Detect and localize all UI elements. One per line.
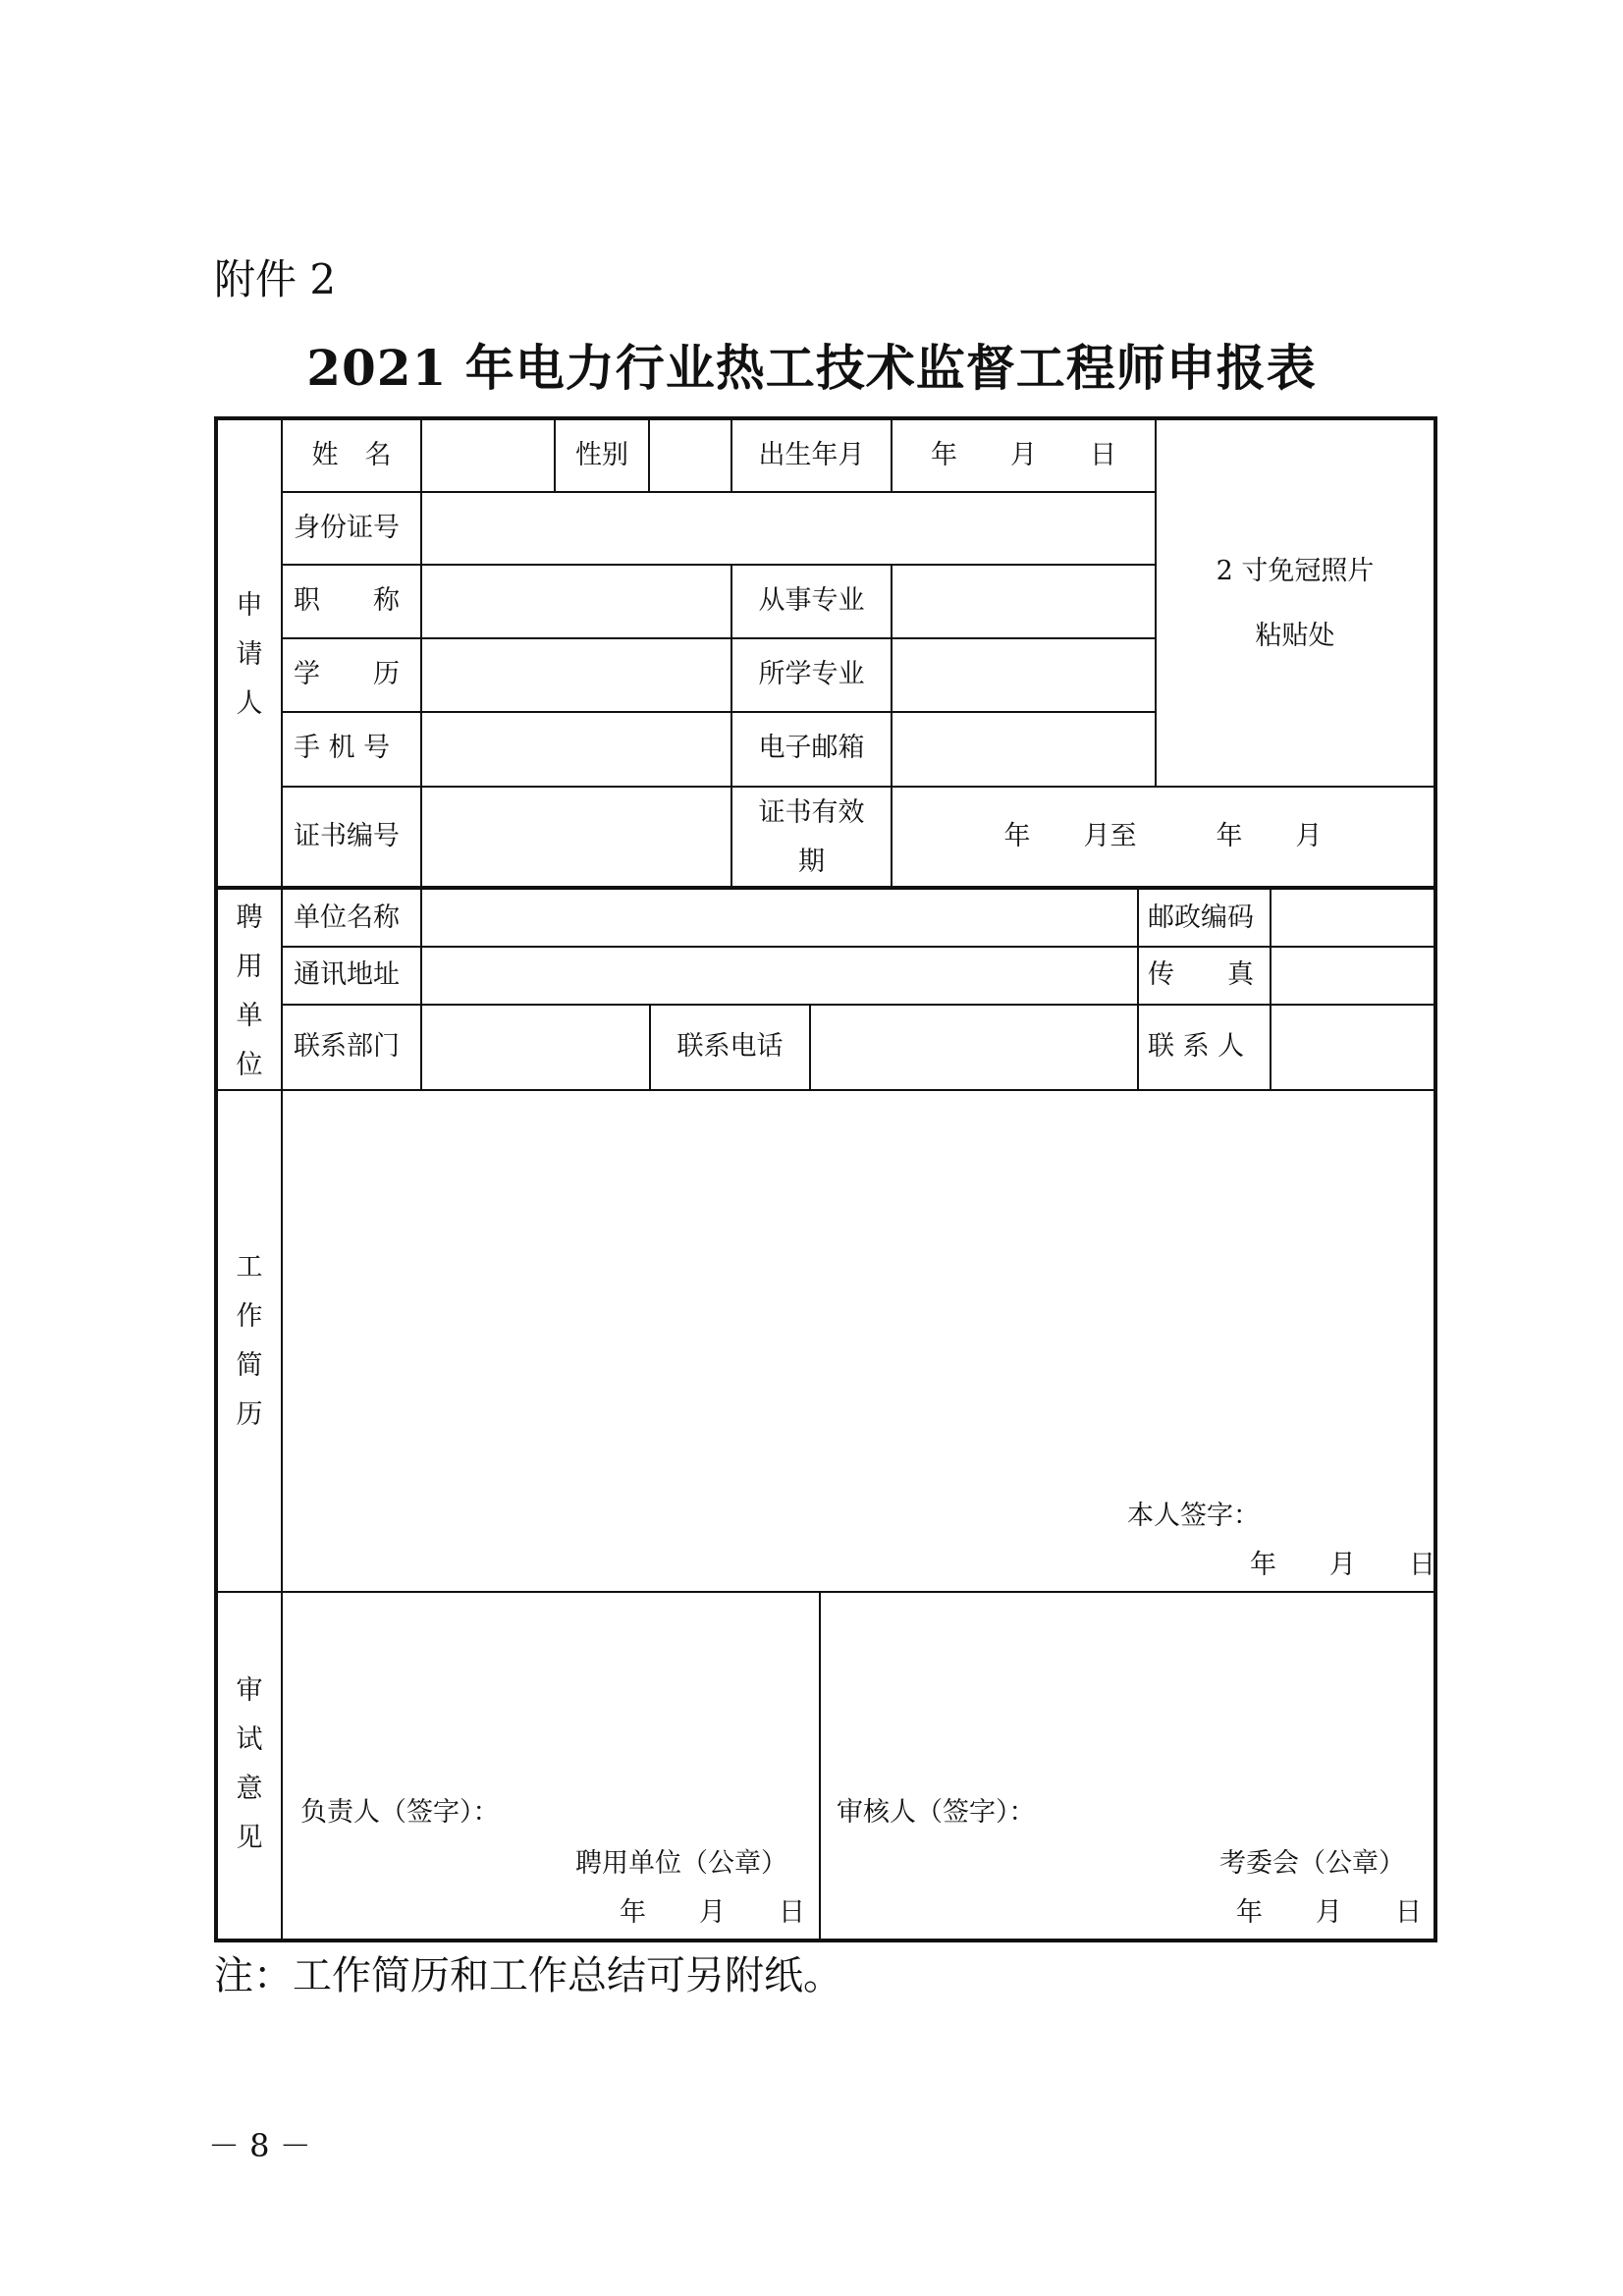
gender-field[interactable] (650, 418, 730, 491)
department-label: 联系部门 (294, 1031, 400, 1062)
committee-stamp-label: 考委会（公章） (1219, 1848, 1405, 1879)
work-history-area[interactable] (283, 1091, 1434, 1484)
left-date: 年 月 日 (620, 1897, 805, 1928)
footnote: 注：工作简历和工作总结可另附纸。 (214, 1953, 842, 1998)
photo-placeholder-line-2: 粘贴处 (1255, 621, 1335, 651)
cert-number-label: 证书编号 (294, 821, 400, 851)
fax-field[interactable] (1271, 948, 1434, 1004)
studied-major-label: 所学专业 (758, 659, 865, 689)
form-title: 2021 年电力行业热工技术监督工程师申报表 (306, 339, 1317, 397)
work-section-label: 工 作 简 历 (236, 1252, 263, 1430)
right-date: 年 月 日 (1236, 1897, 1422, 1928)
phone-label: 联系电话 (676, 1031, 784, 1062)
work-signature-label: 本人签字： (1127, 1501, 1260, 1531)
major-field[interactable] (893, 566, 1155, 637)
birth-label: 出生年月 (758, 440, 865, 470)
address-label: 通讯地址 (294, 959, 400, 990)
work-date: 年 月 日 (1250, 1550, 1435, 1580)
attachment-label: 附件 2 (214, 255, 337, 303)
mobile-field[interactable] (422, 713, 730, 786)
major-label: 从事专业 (758, 585, 865, 616)
photo-placeholder-line-1: 2 寸免冠照片 (1216, 556, 1375, 586)
applicant-section-label: 申 请 人 (236, 590, 263, 719)
name-label: 姓 名 (311, 440, 392, 470)
job-title-label: 职 称 (294, 585, 400, 616)
mobile-label: 手 机 号 (294, 733, 391, 763)
review-section-label: 审 试 意 见 (236, 1675, 263, 1853)
gender-label: 性别 (575, 440, 628, 470)
left-signature-label: 负责人（签字）： (300, 1797, 500, 1828)
contact-field[interactable] (1271, 1006, 1434, 1089)
studied-major-field[interactable] (893, 639, 1155, 711)
cert-valid-label-1: 证书有效 (758, 797, 865, 828)
employer-section-label: 聘 用 单 位 (236, 902, 263, 1080)
right-signature-label: 审核人（签字）： (837, 1797, 1036, 1828)
page-number: － 8 － (208, 2127, 311, 2164)
phone-field[interactable] (811, 1006, 1137, 1089)
unit-name-label: 单位名称 (294, 902, 400, 933)
birth-field[interactable]: 年 月 日 (931, 440, 1116, 470)
education-field[interactable] (422, 639, 730, 711)
contact-label: 联 系 人 (1148, 1031, 1245, 1062)
cert-number-field[interactable] (422, 788, 730, 886)
address-field[interactable] (422, 948, 1137, 1004)
id-number-field[interactable] (422, 493, 1155, 564)
cert-valid-label-2: 期 (798, 847, 825, 877)
fax-label: 传 真 (1148, 959, 1254, 990)
employer-stamp-label: 聘用单位（公章） (575, 1848, 787, 1879)
postcode-field[interactable] (1271, 890, 1434, 946)
postcode-label: 邮政编码 (1148, 902, 1254, 933)
department-field[interactable] (422, 1006, 649, 1089)
cert-valid-field[interactable]: 年 月至 年 月 (1003, 821, 1323, 851)
email-label: 电子邮箱 (758, 733, 865, 763)
id-number-label: 身份证号 (294, 513, 400, 543)
email-field[interactable] (893, 713, 1155, 786)
job-title-field[interactable] (422, 566, 730, 637)
name-field[interactable] (422, 418, 554, 491)
unit-name-field[interactable] (422, 890, 1137, 946)
education-label: 学 历 (294, 659, 400, 689)
